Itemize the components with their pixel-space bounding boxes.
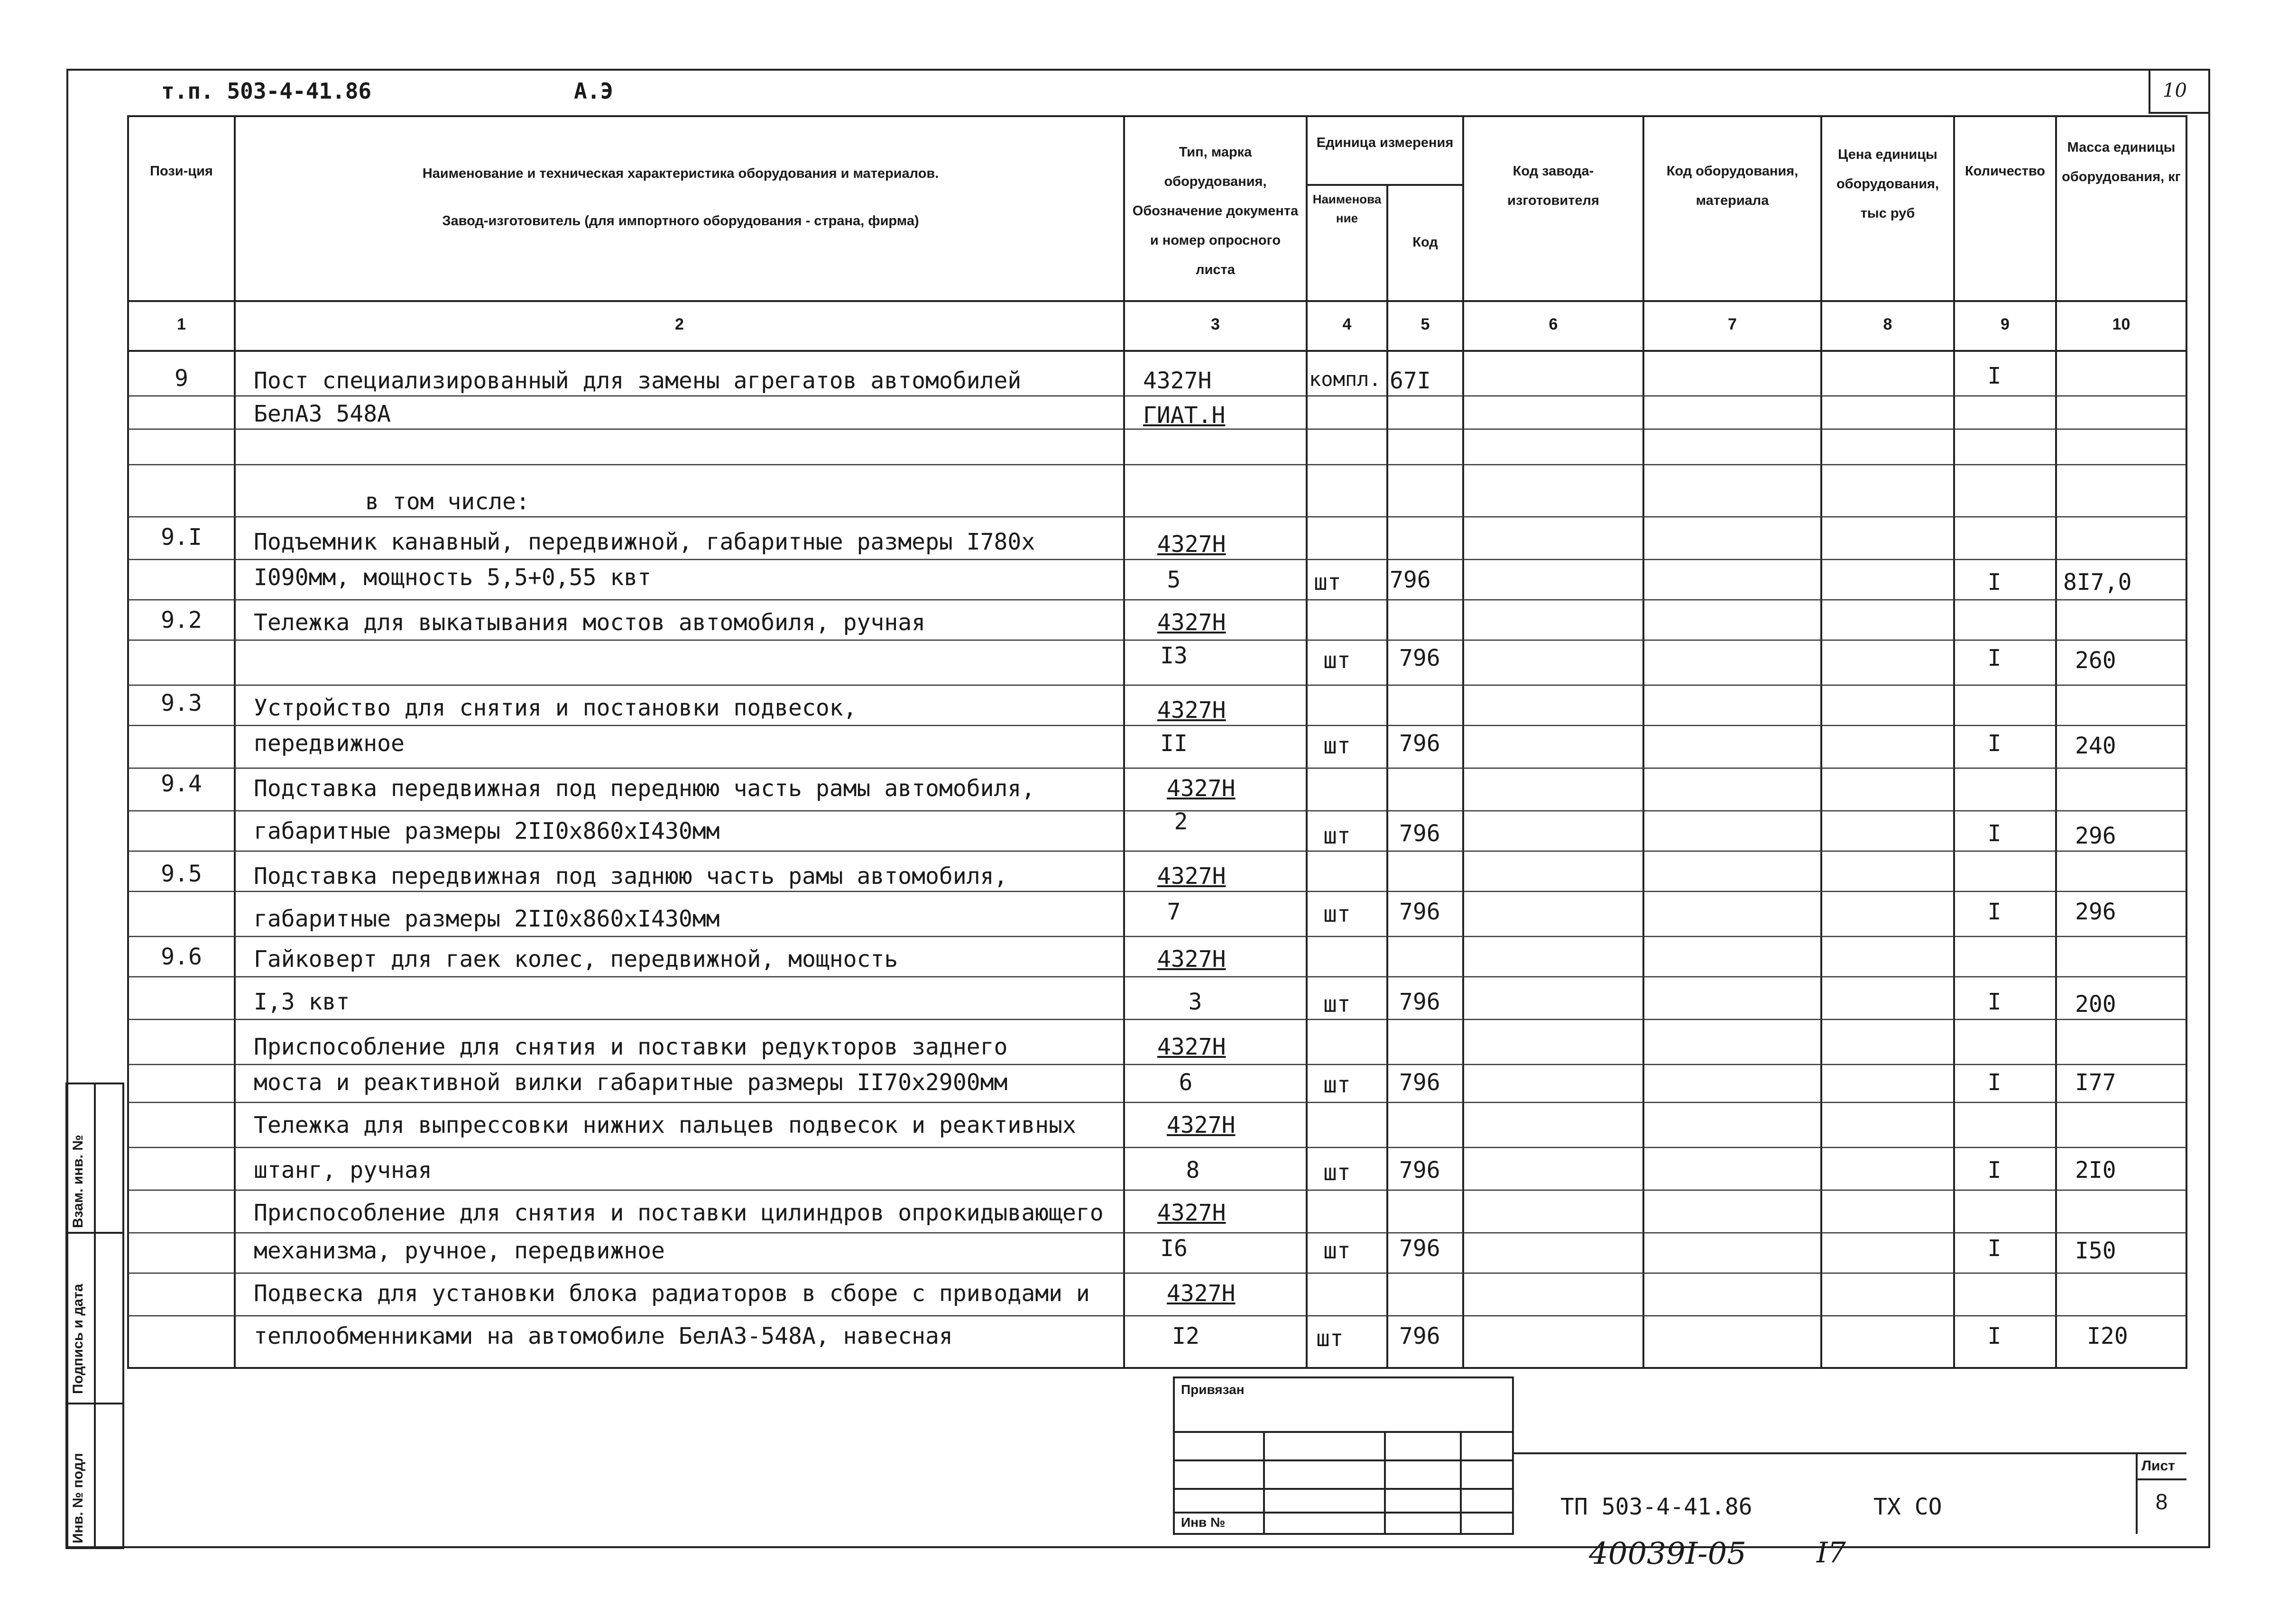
row-mass: I50 [2075, 1238, 2116, 1264]
row-mass: 240 [2075, 733, 2116, 759]
row-unit: шт [1314, 569, 1341, 596]
row-name-line1: Подвеска для установки блока радиаторов в сборе с приводами и [254, 1280, 1090, 1307]
row-name-line1: Подставка передвижная под заднюю часть рамы автомобиля, [254, 863, 1008, 890]
archive-page: I7 [1817, 1536, 1846, 1569]
row-position: 9.3 [161, 690, 202, 716]
row-unit-code: 796 [1399, 1235, 1440, 1262]
row-unit-code: 796 [1399, 899, 1440, 925]
col-num-9: 9 [2001, 315, 2010, 333]
row-unit-code: 796 [1399, 730, 1440, 757]
col-header-factory-code: Код завода-изготовителя [1507, 164, 1599, 208]
stamp-doc-code: ТП 503-4-41.86 [1560, 1494, 1752, 1520]
row-quantity: I [1987, 363, 2002, 389]
row-quantity: I [1987, 1235, 2002, 1262]
corner-sheet-number: 10 [2163, 80, 2187, 101]
row-name-line2: моста и реактивной вилки габаритные размеры II70х2900мм [254, 1069, 1008, 1096]
row-name-line2: I090мм, мощность 5,5+0,55 квт [254, 564, 652, 591]
row-mass: 296 [2075, 899, 2116, 925]
row-name-line1: Тележка для выпрессовки нижних пальцев подвесок и реактивных [254, 1112, 1076, 1138]
col-num-8: 8 [1883, 315, 1892, 333]
row-quantity: I [1987, 1323, 2002, 1349]
row-including-label: в том числе: [365, 488, 530, 515]
row-unit: компл. [1309, 367, 1381, 391]
col-header-unit-name: Наименование [1312, 192, 1382, 225]
row-type-line2: 2 [1174, 808, 1188, 835]
col-header-price: Цена единицы оборудования, тыс руб [1836, 147, 1939, 221]
row-unit-code: 796 [1399, 1069, 1440, 1096]
col-num-7: 7 [1728, 315, 1737, 333]
margin-vzam: Взам. инв. № [70, 1135, 86, 1228]
row-type-line1: 4327Н [1157, 697, 1226, 724]
row-type-line1: 4327Н [1157, 531, 1226, 558]
row-unit-code: 796 [1399, 820, 1440, 847]
row-unit-code: 796 [1399, 989, 1440, 1015]
row-type-line2: 7 [1167, 899, 1181, 925]
row-mass: 260 [2075, 647, 2116, 674]
row-type-line1: 4327Н [1167, 1112, 1236, 1138]
row-position: 9.2 [161, 607, 202, 633]
row-type-line2: ГИАТ.Н [1143, 402, 1226, 429]
row-unit: шт [1323, 991, 1351, 1018]
row-unit: шт [1323, 1072, 1351, 1098]
row-mass: 8I7,0 [2063, 569, 2132, 596]
row-type-line2: 6 [1179, 1069, 1193, 1096]
stamp-sheet-number: 8 [2155, 1489, 2168, 1514]
row-name-line1: Устройство для снятия и постановки подвесок, [254, 695, 857, 721]
col-num-3: 3 [1211, 315, 1220, 333]
col-num-2: 2 [675, 315, 684, 333]
row-name-line2: механизма, ручное, передвижное [254, 1238, 665, 1264]
row-unit: шт [1323, 733, 1351, 759]
row-name-line1: Приспособление для снятия и поставки цилиндров опрокидывающего [254, 1200, 1104, 1226]
col-header-name-line1: Наименование и техническая характеристика оборудования и материалов. [422, 166, 939, 181]
row-quantity: I [1987, 820, 2002, 847]
row-mass: 200 [2075, 991, 2116, 1018]
row-name-line1: Приспособление для снятия и поставки редукторов заднего [254, 1034, 1008, 1060]
col-header-quantity: Количество [1965, 164, 2045, 179]
row-unit-code: 796 [1399, 1157, 1440, 1184]
col-num-10: 10 [2112, 315, 2131, 333]
row-quantity: I [1987, 645, 2002, 671]
col-num-4: 4 [1342, 315, 1352, 333]
row-mass: 2I0 [2075, 1157, 2116, 1184]
col-header-equipment-code: Код оборудования, материала [1666, 164, 1799, 208]
row-name-line1: Тележка для выкатывания мостов автомобиля, ручная [254, 609, 926, 636]
row-type-line1: 4327Н [1157, 1034, 1226, 1060]
row-type-line2: I3 [1160, 642, 1188, 669]
row-quantity: I [1987, 989, 2002, 1015]
row-unit: шт [1323, 823, 1351, 849]
row-type-line2: 5 [1167, 567, 1181, 593]
row-type-line1: 4327Н [1167, 1280, 1236, 1307]
row-quantity: I [1987, 1157, 2002, 1184]
col-num-1: 1 [177, 315, 186, 333]
row-type-line1: 4327Н [1143, 367, 1212, 394]
margin-sign-date: Подпись и дата [70, 1284, 86, 1394]
row-name-line1: Гайковерт для гаек колес, передвижной, мощность [254, 946, 898, 973]
stamp-inv-label: Инв № [1181, 1515, 1226, 1530]
row-name-line1: Подставка передвижная под переднюю часть рамы автомобиля, [254, 775, 1035, 802]
row-unit: шт [1323, 1159, 1351, 1186]
row-quantity: I [1987, 730, 2002, 757]
row-position: 9 [175, 365, 188, 392]
row-name-line2: габаритные размеры 2II0х860хI430мм [254, 906, 720, 932]
col-num-6: 6 [1549, 315, 1558, 333]
col-header-unit: Единица измерения [1316, 135, 1454, 150]
row-mass: I20 [2087, 1323, 2128, 1349]
album-code: А.Э [574, 78, 614, 104]
row-mass: I77 [2075, 1069, 2116, 1096]
row-type-line1: 4327Н [1157, 1200, 1226, 1226]
col-header-unit-code: Код [1412, 235, 1438, 250]
row-name-line2: габаритные размеры 2II0х860хI430мм [254, 818, 720, 844]
row-position: 9.6 [161, 944, 202, 970]
row-unit-code: 796 [1390, 567, 1431, 593]
row-unit: шт [1316, 1325, 1344, 1352]
row-quantity: I [1987, 1069, 2002, 1096]
row-name-line2: БелАЗ 548А [254, 401, 391, 427]
row-type-line2: II [1160, 730, 1188, 757]
row-position: 9.I [161, 524, 202, 551]
row-name-line2: I,3 квт [254, 989, 350, 1015]
project-code: т.п. 503-4-41.86 [161, 78, 372, 104]
row-name-line2: штанг, ручная [254, 1157, 432, 1184]
col-header-mass: Масса единицы оборудования, кг [2062, 140, 2181, 184]
row-unit-code: 796 [1399, 1323, 1440, 1349]
row-position: 9.5 [161, 861, 202, 887]
row-type-line2: 8 [1186, 1157, 1200, 1184]
row-unit: шт [1323, 1238, 1351, 1264]
archive-number: 40039I-05 [1589, 1536, 1746, 1571]
row-name-line2: передвижное [254, 730, 405, 757]
stamp-attached-label: Привязан [1181, 1382, 1245, 1397]
row-type-line1: 4327Н [1157, 863, 1226, 890]
col-num-5: 5 [1420, 315, 1430, 333]
stamp-doc-type: ТХ СО [1873, 1494, 1942, 1520]
row-name-line1: Пост специализированный для замены агрегатов автомобилей [254, 367, 1022, 394]
row-name-line1: Подъемник канавный, передвижной, габаритные размеры I780х [254, 529, 1035, 555]
row-unit: шт [1323, 901, 1351, 927]
row-name-line2: теплообменниками на автомобиле БелАЗ-548А, навесная [254, 1323, 953, 1349]
row-quantity: I [1987, 899, 2002, 925]
margin-inv-podl: Инв. № подл [70, 1453, 86, 1543]
stamp-sheet-label: Лист [2141, 1458, 2175, 1474]
row-unit-code: 67I [1390, 367, 1431, 394]
col-header-name-line2: Завод-изготовитель (для импортного оборудования - страна, фирма) [442, 213, 919, 229]
row-type-line2: I6 [1160, 1235, 1188, 1262]
row-type-line2: 3 [1188, 989, 1202, 1015]
row-mass: 296 [2075, 823, 2116, 849]
row-type-line1: 4327Н [1167, 775, 1236, 802]
row-quantity: I [1987, 569, 2002, 596]
row-unit-code: 796 [1399, 645, 1440, 671]
row-type-line1: 4327Н [1157, 609, 1226, 636]
row-unit: шт [1323, 647, 1351, 674]
col-header-position: Пози-ция [150, 164, 213, 179]
col-header-type: Тип, марка оборудования, Обозначение документа и номер опросного листа [1132, 145, 1299, 277]
row-position: 9.4 [161, 771, 202, 797]
row-type-line2: I2 [1172, 1323, 1199, 1349]
row-type-line1: 4327Н [1157, 946, 1226, 973]
